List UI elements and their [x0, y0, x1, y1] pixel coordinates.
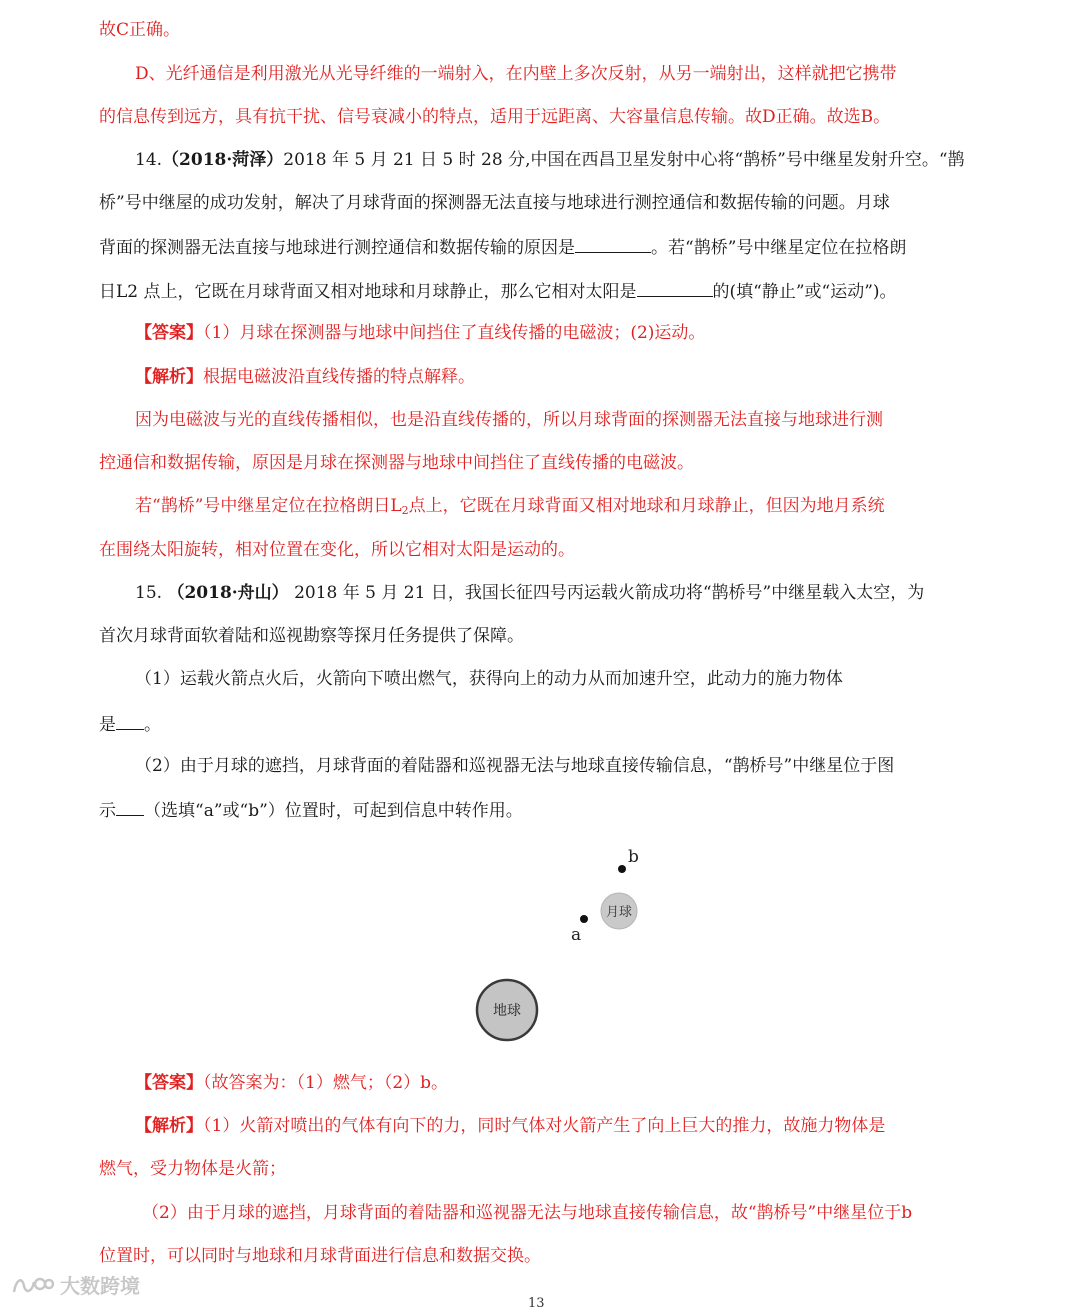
answer-line [135, 1071, 448, 1095]
moon-label: 月球 [605, 905, 633, 920]
question-text: 日L2 点上，它既在月球背面又相对地球和月球静止，那么它相对太阳是 [99, 282, 637, 302]
question-text: 是 [99, 715, 116, 735]
analysis-text: 根据电磁波沿直线传播的特点解释。 [203, 367, 475, 387]
question-text: （1）运载火箭点火后，火箭向下喷出燃气，获得向上的动力从而加速升空，此动力的施力物体 [135, 669, 843, 689]
question-number: 14. [135, 150, 163, 170]
question-text: 2018 年 5 月 21 日 5 时 28 分,中国在西昌卫星发射中心将“鹊桥”号中继星发射升空。“鹊 [283, 150, 965, 170]
question-text: 。 [144, 715, 161, 735]
analysis-text: 控通信和数据传输，原因是月球在探测器与地球中间挡住了直线传播的电磁波。 [99, 453, 694, 473]
analysis-text: （1）火箭对喷出的气体有向下的力，同时气体对火箭产生了向上巨大的推力，故施力物体是 [203, 1116, 886, 1136]
question-number: 15. [135, 583, 163, 603]
question-source: （2018·菏泽） [162, 150, 284, 170]
question-text: 首次月球背面软着陆和巡视勘察等探月任务提供了保障。 [99, 626, 524, 646]
answer-text: （故答案为：（1）燃气；（2）b。 [203, 1073, 449, 1093]
answer-blank [116, 797, 144, 816]
diagram-shapes [470, 840, 639, 1050]
analysis-text: 在围绕太阳旋转，相对位置在变化，所以它相对太阳是运动的。 [99, 540, 575, 560]
page-number: 13 [528, 1296, 545, 1311]
question-14-blank-line [99, 278, 897, 304]
watermark-text: 大数跨境 [60, 1274, 140, 1298]
question-text: （2）由于月球的遮挡，月球背面的着陆器和巡视器无法与地球直接传输信息，“鹊桥号”中继星位于图 [135, 756, 895, 776]
question-text: 桥”号中继屋的成功发射，解决了月球背面的探测器无法直接与地球进行测控通信和数据传输的问题。月球 [99, 193, 890, 213]
answer-line [135, 321, 705, 345]
watermark [10, 1270, 140, 1299]
question-14-blank-line [99, 234, 906, 260]
text-line: 故C正确。 [99, 20, 181, 40]
answer-tag: 【答案】 [135, 1073, 203, 1093]
answer-blank [575, 234, 651, 253]
point-b-dot [618, 865, 626, 873]
question-text: 。若“鹊桥”号中继星定位在拉格朗 [651, 238, 907, 258]
question-15-line [135, 581, 924, 605]
text-line: D、光纤通信是利用激光从光导纤维的一端射入，在内壁上多次反射，从另一端射出，这样就把它携带 [135, 64, 897, 84]
question-text: 示 [99, 801, 116, 821]
question-text: 2018 年 5 月 21 日，我国长征四号丙运载火箭成功将“鹊桥号”中继星载入太空，为 [294, 583, 925, 603]
earth-label: 地球 [493, 1003, 521, 1019]
question-text: （选填“a”或“b”）位置时，可起到信息中转作用。 [144, 801, 523, 821]
answer-blank [116, 711, 144, 730]
question-14-line [135, 148, 965, 172]
subscript: 2 [401, 504, 409, 517]
question-text: 背面的探测器无法直接与地球进行测控通信和数据传输的原因是 [99, 238, 575, 258]
point-a-label: a [571, 925, 582, 945]
analysis-text: 燃气，受力物体是火箭； [99, 1159, 286, 1179]
analysis-text: 位置时，可以同时与地球和月球背面进行信息和数据交换。 [99, 1246, 541, 1266]
question-15-blank-line [99, 797, 523, 823]
analysis-tag: 【解析】 [135, 1116, 203, 1136]
answer-text: （1）月球在探测器与地球中间挡住了直线传播的电磁波；(2)运动。 [203, 323, 706, 343]
point-a-dot [580, 915, 588, 923]
analysis-text: 点上，它既在月球背面又相对地球和月球静止，但因为地月系统 [408, 496, 885, 516]
analysis-text: 若“鹊桥”号中继星定位在拉格朗日L [135, 496, 402, 516]
text-line: 的信息传到远方，具有抗干扰、信号衰减小的特点，适用于远距离、大容量信息传输。故D正确。故选B。 [99, 107, 891, 127]
analysis-line [135, 1114, 885, 1138]
question-15-blank-line [99, 711, 161, 737]
watermark-logo-icon [10, 1272, 54, 1298]
analysis-text: 因为电磁波与光的直线传播相似，也是沿直线传播的，所以月球背面的探测器无法直接与地球进行测 [135, 410, 883, 430]
answer-blank [637, 278, 713, 297]
answer-tag: 【答案】 [135, 323, 203, 343]
analysis-tag: 【解析】 [135, 367, 203, 387]
point-b-label: b [628, 847, 639, 867]
question-text: 的(填“静止”或“运动”)。 [712, 282, 897, 302]
analysis-text: （2）由于月球的遮挡，月球背面的着陆器和巡视器无法与地球直接传输信息，故“鹊桥号”中继星位于b [142, 1203, 913, 1223]
analysis-line [135, 365, 475, 389]
analysis-line [135, 494, 885, 518]
question-source: （2018·舟山） [167, 583, 289, 603]
